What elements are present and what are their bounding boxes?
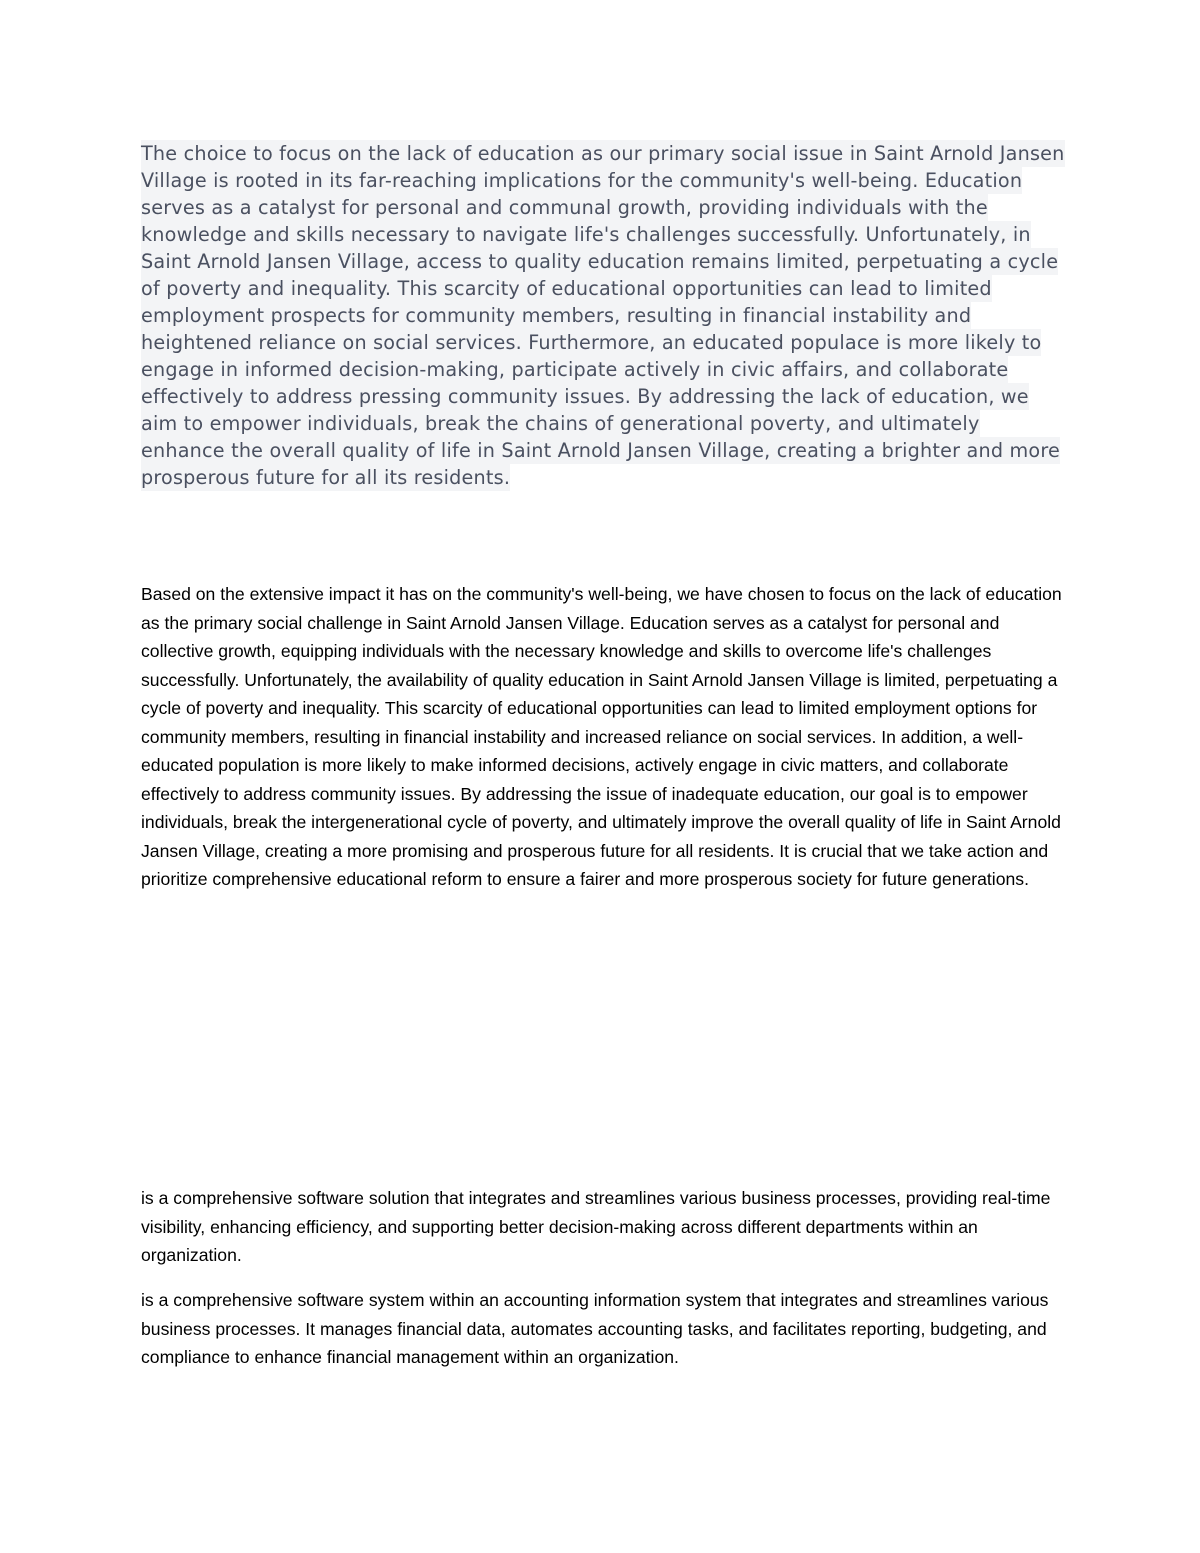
paragraph-ais-definition: is a comprehensive software system within an accounting information system that integrates and streamlines various business processes. It manages financial data, automates accounting tasks, and facilitates reporting, budgeting, and compliance to enhance financial management within an organization.	[141, 1290, 1049, 1367]
paragraph-pasted-highlighted	[141, 140, 1066, 491]
paragraph-rewritten: Based on the extensive impact it has on the community's well-being, we have chosen to focus on the lack of education as the primary social challenge in Saint Arnold Jansen Village. Education serves as a catalyst for personal and collective growth, equipping individuals with the necessary knowledge and skills to overcome life's challenges successfully. Unfortunately, the availability of quality education in Saint Arnold Jansen Village is limited, perpetuating a cycle of poverty and inequality. This scarcity of educational opportunities can lead to limited employment options for community members, resulting in financial instability and increased reliance on social services. In addition, a well-educated population is more likely to make informed decisions, actively engage in civic matters, and collaborate effectively to address community issues. By addressing the issue of inadequate education, our goal is to empower individuals, break the intergenerational cycle of poverty, and ultimately improve the overall quality of life in Saint Arnold Jansen Village, creating a more promising and prosperous future for all residents. It is crucial that we take action and prioritize comprehensive educational reform to ensure a fairer and more prosperous society for future generations.	[141, 584, 1062, 889]
paragraph-1-text: The choice to focus on the lack of education as our primary social issue in Saint Arnold Jansen Village is rooted in its far-reaching implications for the community's well-being. Education serves as a catalyst for personal and communal growth, providing individuals with the knowledge and skills necessary to navigate life's challenges successfully. Unfortunately, in Saint Arnold Jansen Village, access to quality education remains limited, perpetuating a cycle of poverty and inequality. This scarcity of educational opportunities can lead to limited employment prospects for community members, resulting in financial instability and heightened reliance on social services. Furthermore, an educated populace is more likely to engage in informed decision-making, participate actively in civic affairs, and collaborate effectively to address pressing community issues. By addressing the lack of education, we aim to empower individuals, break the chains of generational poverty, and ultimately enhance the overall quality of life in Saint Arnold Jansen Village, creating a brighter and more prosperous future for all its residents.	[141, 142, 1065, 489]
paragraph-erp-definition: is a comprehensive software solution that integrates and streamlines various business processes, providing real-time visibility, enhancing efficiency, and supporting better decision-making across different departments within an organization.	[141, 1188, 1051, 1265]
